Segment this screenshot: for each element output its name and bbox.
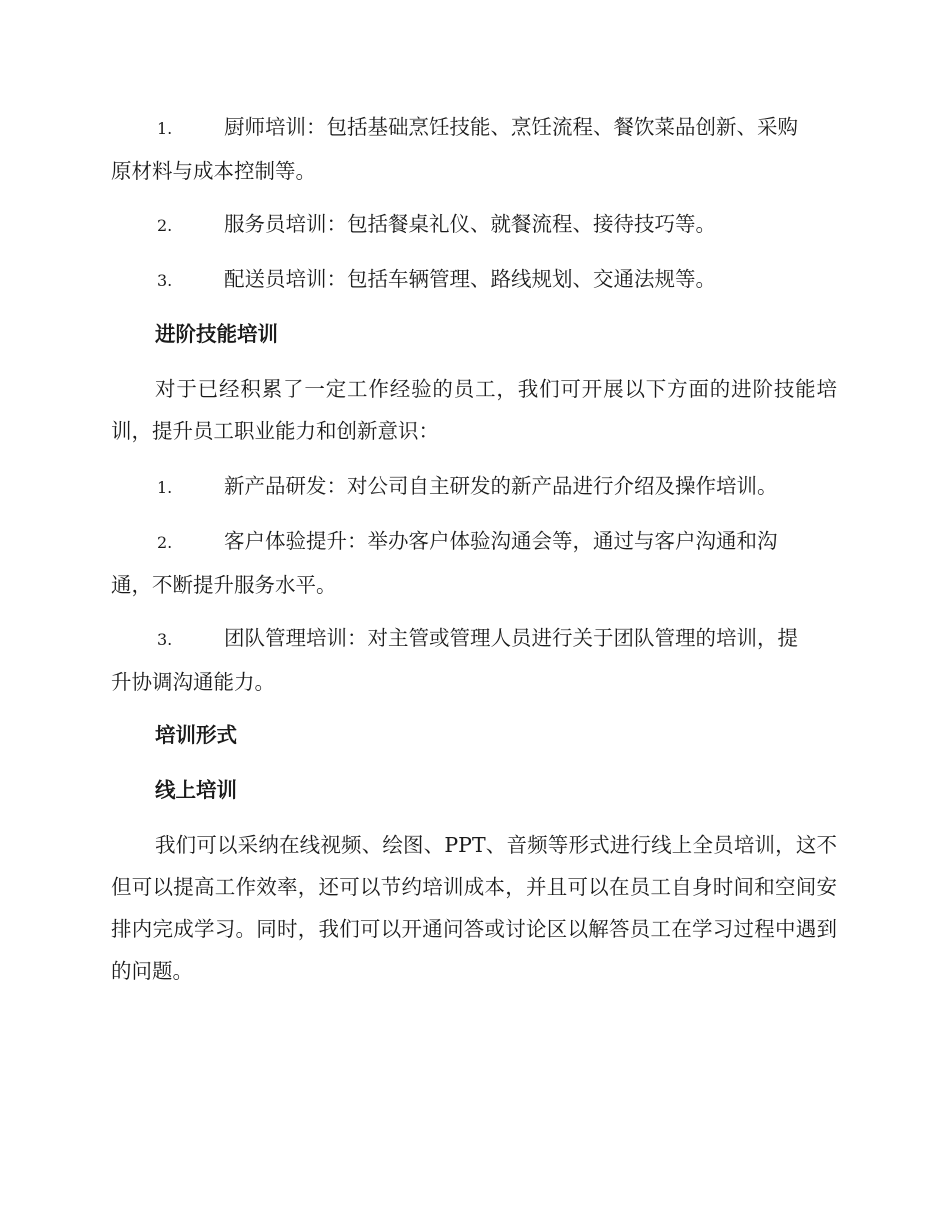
list-item-text: 团队管理培训：对主管或管理人员进行关于团队管理的培训，提	[224, 626, 798, 650]
list-number: 2.	[157, 216, 173, 235]
heading-online-training: 线上培训	[155, 778, 237, 802]
list-item-continuation: 通，不断提升服务水平。	[111, 573, 337, 597]
list-item-new-product	[111, 465, 837, 509]
list-item-delivery-training	[111, 258, 837, 302]
list-item-text: 配送员培训：包括车辆管理、路线规划、交通法规等。	[224, 267, 716, 291]
list-item-text: 新产品研发：对公司自主研发的新产品进行介绍及操作培训。	[224, 474, 778, 498]
list-item-text: 厨师培训：包括基础烹饪技能、烹饪流程、餐饮菜品创新、采购	[224, 115, 798, 139]
list-item-chef-training	[111, 106, 837, 192]
list-item-text: 服务员培训：包括餐桌礼仪、就餐流程、接待技巧等。	[224, 212, 716, 236]
heading-training-form: 培训形式	[155, 723, 237, 747]
list-number: 1.	[157, 478, 173, 497]
list-number: 3.	[157, 271, 173, 290]
list-number: 1.	[157, 119, 173, 138]
heading-advanced-skills: 进阶技能培训	[155, 322, 278, 346]
list-number: 3.	[157, 630, 173, 649]
list-item-waiter-training	[111, 203, 837, 247]
list-item-text: 客户体验提升：举办客户体验沟通会等，通过与客户沟通和沟	[224, 529, 778, 553]
list-item-customer-experience	[111, 520, 837, 606]
list-number: 2.	[157, 533, 173, 552]
list-item-team-management	[111, 617, 837, 703]
list-item-continuation: 升协调沟通能力。	[111, 670, 275, 694]
paragraph-advanced-intro: 对于已经积累了一定工作经验的员工，我们可开展以下方面的进阶技能培训，提升员工职业能力和创新意识：	[111, 377, 837, 443]
paragraph-online-training: 我们可以采纳在线视频、绘图、PPT、音频等形式进行线上全员培训，这不但可以提高工作效率，还可以节约培训成本，并且可以在员工自身时间和空间安排内完成学习。同时，我们可以开通问答或讨论区以解答员工在学习过程中遇到的问题。	[111, 833, 837, 983]
list-item-continuation: 原材料与成本控制等。	[111, 159, 316, 183]
